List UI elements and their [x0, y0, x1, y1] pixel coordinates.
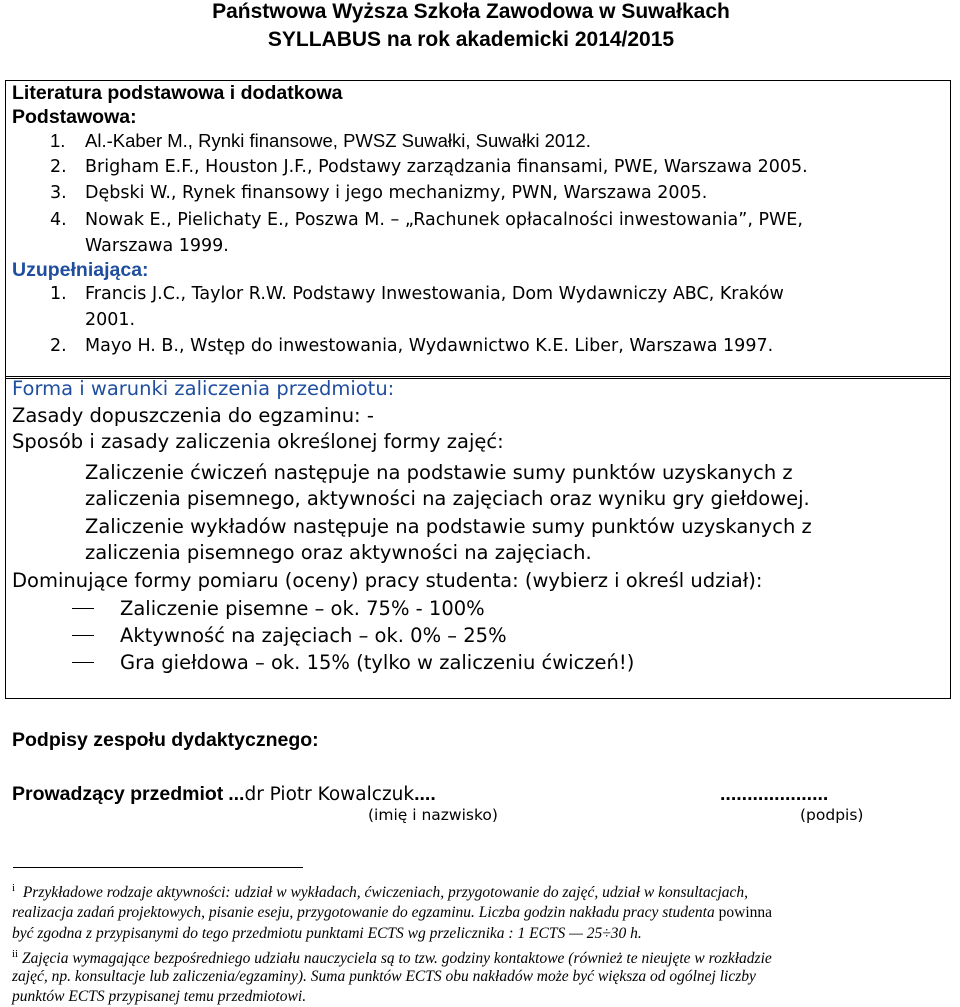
assessment-heading: Forma i warunki zaliczenia przedmiotu:	[12, 377, 395, 400]
syllabus-title: SYLLABUS na rok akademicki 2014/2015	[267, 28, 675, 51]
supplementary-literature-label: Uzupełniająca:	[12, 259, 149, 281]
basic-item-3-number: 3.	[50, 183, 67, 203]
signatures-heading: Podpisy zespołu dydaktycznego:	[12, 729, 319, 751]
name-caption: (imię i nazwisko)	[368, 806, 498, 824]
lecturer-label: Prowadzący przedmiot	[12, 783, 224, 805]
basic-item-1-number: 1.	[50, 130, 66, 151]
supp-item-2-number: 2.	[50, 336, 67, 356]
footnote-2-line3: punktów ECTS przypisanej temu przedmiotowi.	[12, 988, 307, 1005]
footnote-1-marker: i	[12, 882, 16, 894]
basic-literature-label: Podstawowa:	[12, 106, 137, 128]
assessment-form-text: Aktywność na zajęciach – ok. 0% – 25%	[120, 624, 507, 647]
supp-item-1-text: Francis J.C., Taylor R.W. Podstawy Inwestowania, Dom Wydawniczy ABC, Kraków	[85, 284, 784, 304]
footnote-1-line2	[12, 902, 772, 923]
assessment-forms-label: Dominujące formy pomiaru (oceny) pracy studenta: (wybierz i określ udział):	[12, 569, 763, 592]
exercises-rule-line2: zaliczenia pisemnego, aktywności na zajęciach oraz wyniku gry giełdowej.	[85, 487, 810, 510]
dash-bullet-icon	[72, 635, 94, 637]
footnote-2-marker: ii	[12, 948, 19, 960]
footnote-1-line1	[12, 878, 748, 903]
basic-item-3	[50, 183, 707, 203]
dash-bullet-icon	[72, 662, 94, 664]
lectures-rule-line2: zaliczenia pisemnego oraz aktywności na zajęciach.	[85, 541, 592, 564]
assessment-form-item	[72, 597, 485, 620]
signature-caption: (podpis)	[800, 806, 864, 824]
footnote-1-text-line2: realizacja zadań projektowych, pisanie eseju, przygotowanie do egzaminu. Liczba godzin nakładu pracy studenta	[12, 904, 719, 921]
method-label: Sposób i zasady zaliczenia określonej formy zajęć:	[12, 430, 504, 453]
lecturer-dots-suffix: ....	[414, 783, 436, 805]
footnote-1-text-line1: Przykładowe rodzaje aktywności: udział w wykładach, ćwiczeniach, przygotowanie do zajęć, udział w konsultacjach,	[22, 884, 749, 902]
assessment-form-item	[72, 651, 634, 674]
lecturer-line	[12, 783, 436, 806]
lecturer-name: dr Piotr Kowalczuk	[244, 784, 415, 805]
lectures-rule-line1: Zaliczenie wykładów następuje na podstawie sumy punktów uzyskanych z	[85, 515, 812, 538]
footnote-1-text-line2-end: powinna	[718, 904, 773, 921]
assessment-form-item	[72, 624, 507, 647]
basic-item-1	[50, 130, 591, 152]
institution-title: Państwowa Wyższa Szkoła Zawodowa w Suwałkach	[212, 0, 730, 23]
basic-item-2	[50, 157, 808, 177]
dash-bullet-icon	[72, 608, 94, 610]
assessment-form-text: Gra giełdowa – ok. 15% (tylko w zaliczeniu ćwiczeń!)	[120, 651, 635, 674]
basic-item-4-number: 4.	[50, 210, 67, 230]
supp-item-1	[50, 284, 784, 304]
lecturer-dots-prefix: ...	[228, 783, 245, 805]
footnote-2-text-line1: Zajęcia wymagające bezpośredniego udziału nauczyciela są to tzw. godziny kontaktowe (również te nieujęte w rozkładzie	[22, 950, 772, 968]
basic-item-4	[50, 210, 803, 230]
basic-item-4-continuation: Warszawa 1999.	[85, 236, 229, 256]
supp-item-2	[50, 336, 773, 356]
supp-item-1-number: 1.	[50, 284, 67, 304]
literature-heading: Literatura podstawowa i dodatkowa	[12, 82, 343, 104]
admission-rules: Zasady dopuszczenia do egzaminu: -	[12, 404, 374, 427]
basic-item-4-text: Nowak E., Pielichaty E., Poszwa M. – „Rachunek opłacalności inwestowania”, PWE,	[85, 210, 803, 230]
basic-item-2-number: 2.	[50, 157, 67, 177]
assessment-form-text: Zaliczenie pisemne – ok. 75% - 100%	[120, 597, 485, 620]
basic-item-2-text: Brigham E.F., Houston J.F., Podstawy zarządzania finansami, PWE, Warszawa 2005.	[85, 157, 808, 177]
basic-item-1-text: Al.-Kaber M., Rynki finansowe, PWSZ Suwałki, Suwałki 2012.	[85, 130, 591, 151]
signature-dots: ....................	[720, 783, 829, 805]
footnote-1-line3: być zgodna z przypisanymi do tego przedmiotu punktami ECTS wg przelicznika : 1 ECTS — 25÷30 h.	[12, 925, 642, 942]
footnote-separator	[13, 867, 303, 868]
supp-item-1-continuation: 2001.	[85, 310, 136, 330]
footnote-2-line2: zajęć, np. konsultacje lub zaliczenia/egzaminy). Suma punktów ECTS obu nakładów może być większa od ogólnej liczby	[12, 968, 756, 985]
basic-item-3-text: Dębski W., Rynek finansowy i jego mechanizmy, PWN, Warszawa 2005.	[85, 183, 708, 203]
exercises-rule-line1: Zaliczenie ćwiczeń następuje na podstawie sumy punktów uzyskanych z	[85, 461, 793, 484]
supp-item-2-text: Mayo H. B., Wstęp do inwestowania, Wydawnictwo K.E. Liber, Warszawa 1997.	[85, 336, 774, 356]
